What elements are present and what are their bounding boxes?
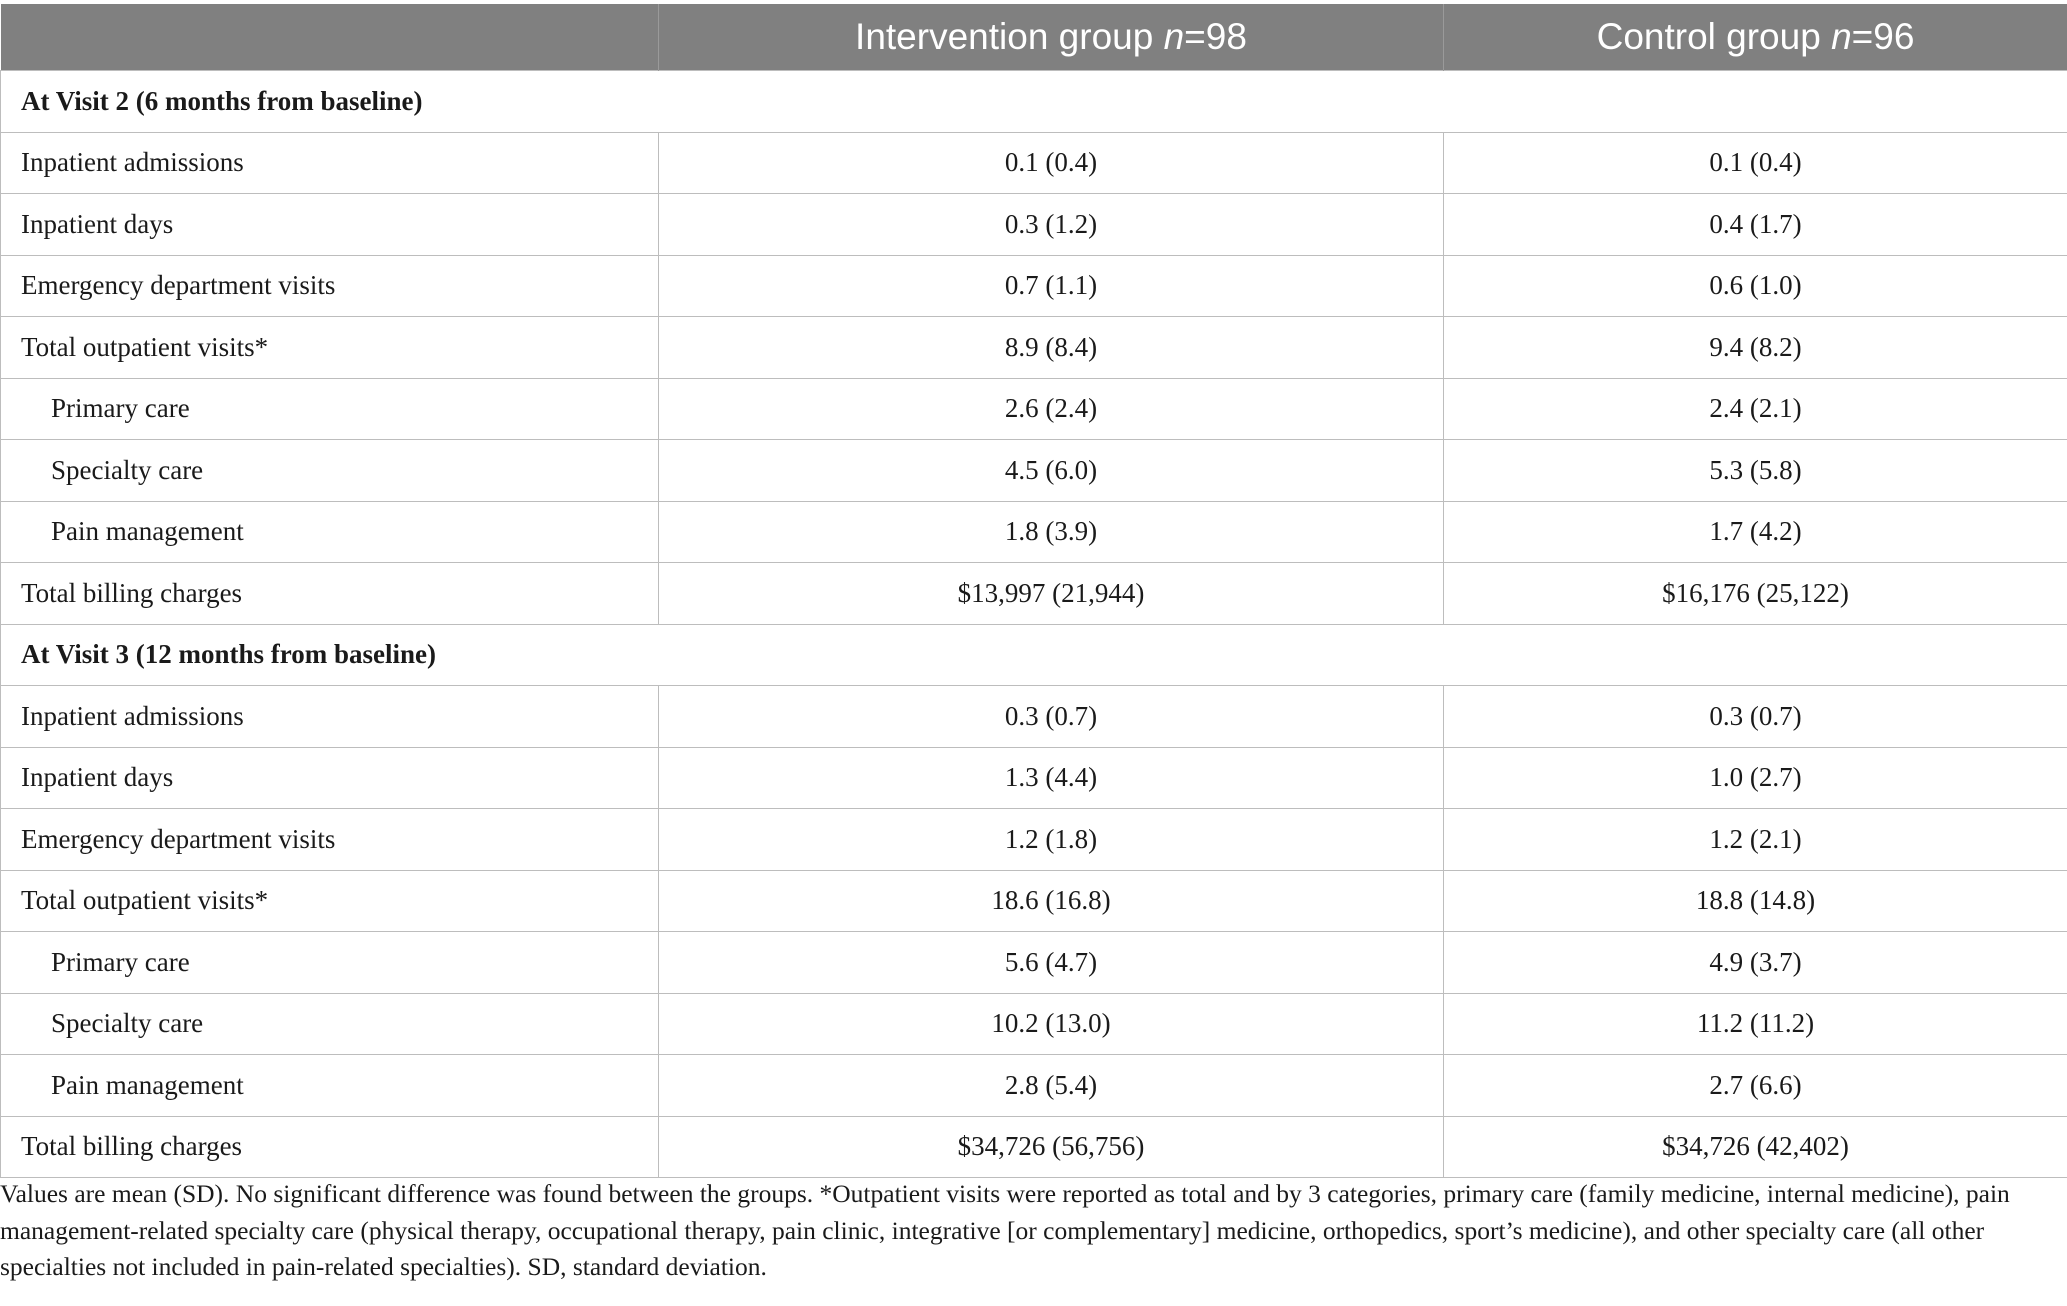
control-value: 5.3 (5.8)	[1444, 440, 2067, 502]
table-row	[1, 747, 2067, 809]
intervention-value: 0.1 (0.4)	[659, 132, 1444, 194]
table-body	[1, 71, 2067, 1178]
control-value: 1.2 (2.1)	[1444, 809, 2067, 871]
intervention-value: 10.2 (13.0)	[659, 993, 1444, 1055]
table-footnote: Values are mean (SD). No significant difference was found between the groups. *Outpatient visits were reported as total and by 3 categories, primary care (family medicine, internal medicine), pain management-related specialty care (physical therapy, occupational therapy, pain clinic, integrative [or complementary] medicine, orthopedics, sport’s medicine), and other specialty care (all other specialties not included in pain-related specialties). SD, standard deviation.	[0, 1179, 2010, 1281]
intervention-value: 4.5 (6.0)	[659, 440, 1444, 502]
row-label: Total billing charges	[1, 563, 659, 625]
row-label: Pain management	[1, 1055, 659, 1117]
intervention-value: 2.6 (2.4)	[659, 378, 1444, 440]
intervention-value: $34,726 (56,756)	[659, 1116, 1444, 1178]
row-label: Primary care	[1, 378, 659, 440]
intervention-value: 0.3 (0.7)	[659, 686, 1444, 748]
intervention-value: $13,997 (21,944)	[659, 563, 1444, 625]
table-row	[1, 563, 2067, 625]
intervention-value: 0.7 (1.1)	[659, 255, 1444, 317]
header-control-prefix: Control group	[1596, 16, 1832, 57]
header-control-group	[1444, 4, 2067, 71]
table-row	[1, 932, 2067, 994]
row-label: Total outpatient visits*	[1, 870, 659, 932]
control-value: 2.7 (6.6)	[1444, 1055, 2067, 1117]
data-table-container	[0, 4, 2067, 1178]
section-title: At Visit 2 (6 months from baseline)	[1, 71, 2067, 133]
row-label: Pain management	[1, 501, 659, 563]
row-label: Total outpatient visits*	[1, 317, 659, 379]
row-label: Emergency department visits	[1, 255, 659, 317]
intervention-value: 8.9 (8.4)	[659, 317, 1444, 379]
row-label: Total billing charges	[1, 1116, 659, 1178]
row-label: Inpatient days	[1, 194, 659, 256]
intervention-value: 1.8 (3.9)	[659, 501, 1444, 563]
header-control-n: n	[1831, 16, 1852, 57]
table-row	[1, 501, 2067, 563]
control-value: 0.1 (0.4)	[1444, 132, 2067, 194]
table-row	[1, 132, 2067, 194]
control-value: 11.2 (11.2)	[1444, 993, 2067, 1055]
intervention-value: 2.8 (5.4)	[659, 1055, 1444, 1117]
header-intervention-n: n	[1163, 16, 1185, 57]
header-row	[1, 4, 2067, 71]
control-value: 9.4 (8.2)	[1444, 317, 2067, 379]
header-label-column	[1, 4, 659, 71]
control-value: $16,176 (25,122)	[1444, 563, 2067, 625]
intervention-value: 18.6 (16.8)	[659, 870, 1444, 932]
table-row	[1, 378, 2067, 440]
table-row	[1, 255, 2067, 317]
table-row	[1, 317, 2067, 379]
table-row	[1, 1055, 2067, 1117]
control-value: 1.7 (4.2)	[1444, 501, 2067, 563]
control-value: 18.8 (14.8)	[1444, 870, 2067, 932]
intervention-value: 5.6 (4.7)	[659, 932, 1444, 994]
control-value: 2.4 (2.1)	[1444, 378, 2067, 440]
header-control-suffix: =96	[1851, 16, 1915, 57]
header-intervention-prefix: Intervention group	[855, 16, 1164, 57]
table-row	[1, 1116, 2067, 1178]
control-value: $34,726 (42,402)	[1444, 1116, 2067, 1178]
intervention-value: 0.3 (1.2)	[659, 194, 1444, 256]
intervention-value: 1.3 (4.4)	[659, 747, 1444, 809]
table-row	[1, 809, 2067, 871]
row-label: Inpatient days	[1, 747, 659, 809]
row-label: Specialty care	[1, 440, 659, 502]
table-row	[1, 686, 2067, 748]
control-value: 0.3 (0.7)	[1444, 686, 2067, 748]
row-label: Primary care	[1, 932, 659, 994]
table-row	[1, 440, 2067, 502]
table-row	[1, 870, 2067, 932]
healthcare-utilization-table	[0, 4, 2067, 1178]
row-label: Inpatient admissions	[1, 686, 659, 748]
header-intervention-suffix: =98	[1184, 16, 1247, 57]
table-row	[1, 194, 2067, 256]
section-title: At Visit 3 (12 months from baseline)	[1, 624, 2067, 686]
intervention-value: 1.2 (1.8)	[659, 809, 1444, 871]
row-label: Emergency department visits	[1, 809, 659, 871]
row-label: Inpatient admissions	[1, 132, 659, 194]
control-value: 4.9 (3.7)	[1444, 932, 2067, 994]
control-value: 0.4 (1.7)	[1444, 194, 2067, 256]
control-value: 1.0 (2.7)	[1444, 747, 2067, 809]
header-intervention-group	[659, 4, 1444, 71]
row-label: Specialty care	[1, 993, 659, 1055]
table-row	[1, 993, 2067, 1055]
section-row	[1, 71, 2067, 133]
control-value: 0.6 (1.0)	[1444, 255, 2067, 317]
section-row	[1, 624, 2067, 686]
